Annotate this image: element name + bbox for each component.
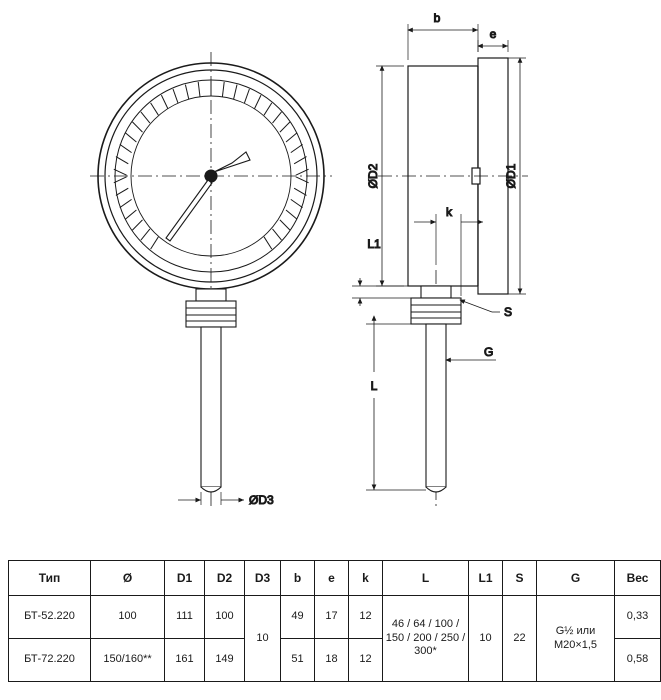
col-header-d1: D1	[165, 561, 205, 596]
cell-diameter: 100	[91, 596, 165, 639]
cell-e: 17	[315, 596, 349, 639]
dim-b	[408, 24, 478, 60]
table-header-row	[9, 561, 661, 596]
cell-weight: 0,33	[615, 596, 661, 639]
cell-k: 12	[349, 639, 383, 682]
cell-b: 51	[281, 639, 315, 682]
cell-d1: 111	[165, 596, 205, 639]
col-header-d3: D3	[245, 561, 281, 596]
spec-table	[8, 560, 661, 682]
cell-d1: 161	[165, 639, 205, 682]
cell-g: G½ или М20×1,5	[537, 596, 615, 682]
cell-e: 18	[315, 639, 349, 682]
cell-d2: 100	[205, 596, 245, 639]
table-row	[9, 596, 661, 639]
label-L1: L1	[367, 237, 381, 251]
label-e: e	[489, 27, 497, 41]
cell-type: БТ-72.220	[9, 639, 91, 682]
cell-d3: 10	[245, 596, 281, 682]
cell-weight: 0,58	[615, 639, 661, 682]
cell-l1: 10	[469, 596, 503, 682]
col-header-l1: L1	[469, 561, 503, 596]
col-header-l: L	[383, 561, 469, 596]
cell-s: 22	[503, 596, 537, 682]
label-L: L	[370, 379, 378, 393]
cell-type: БТ-52.220	[9, 596, 91, 639]
col-header-d2: D2	[205, 561, 245, 596]
label-D3: ØD3	[249, 493, 274, 507]
side-stem-assembly	[411, 286, 461, 492]
cell-k: 12	[349, 596, 383, 639]
col-header-b: b	[281, 561, 315, 596]
col-header-e: e	[315, 561, 349, 596]
dim-e	[478, 40, 508, 52]
pointer-needle	[166, 152, 250, 241]
label-D1: ØD1	[504, 163, 518, 189]
label-G: G	[484, 345, 494, 359]
col-header-weight: Вес	[615, 561, 661, 596]
col-header-type: Тип	[9, 561, 91, 596]
front-stem-assembly	[186, 289, 236, 492]
col-header-k: k	[349, 561, 383, 596]
cell-d2: 149	[205, 639, 245, 682]
label-S: S	[504, 305, 513, 319]
cell-diameter: 150/160**	[91, 639, 165, 682]
leader-S	[460, 300, 500, 312]
col-header-g: G	[537, 561, 615, 596]
cell-l: 46 / 64 / 100 / 150 / 200 / 250 / 300*	[383, 596, 469, 682]
col-header-diameter: Ø	[91, 561, 165, 596]
label-k: k	[446, 205, 452, 219]
label-b: b	[433, 11, 441, 25]
label-D2: ØD2	[366, 163, 380, 189]
spec-table-container	[8, 560, 649, 682]
dim-L	[366, 316, 426, 490]
cell-b: 49	[281, 596, 315, 639]
col-header-s: S	[503, 561, 537, 596]
